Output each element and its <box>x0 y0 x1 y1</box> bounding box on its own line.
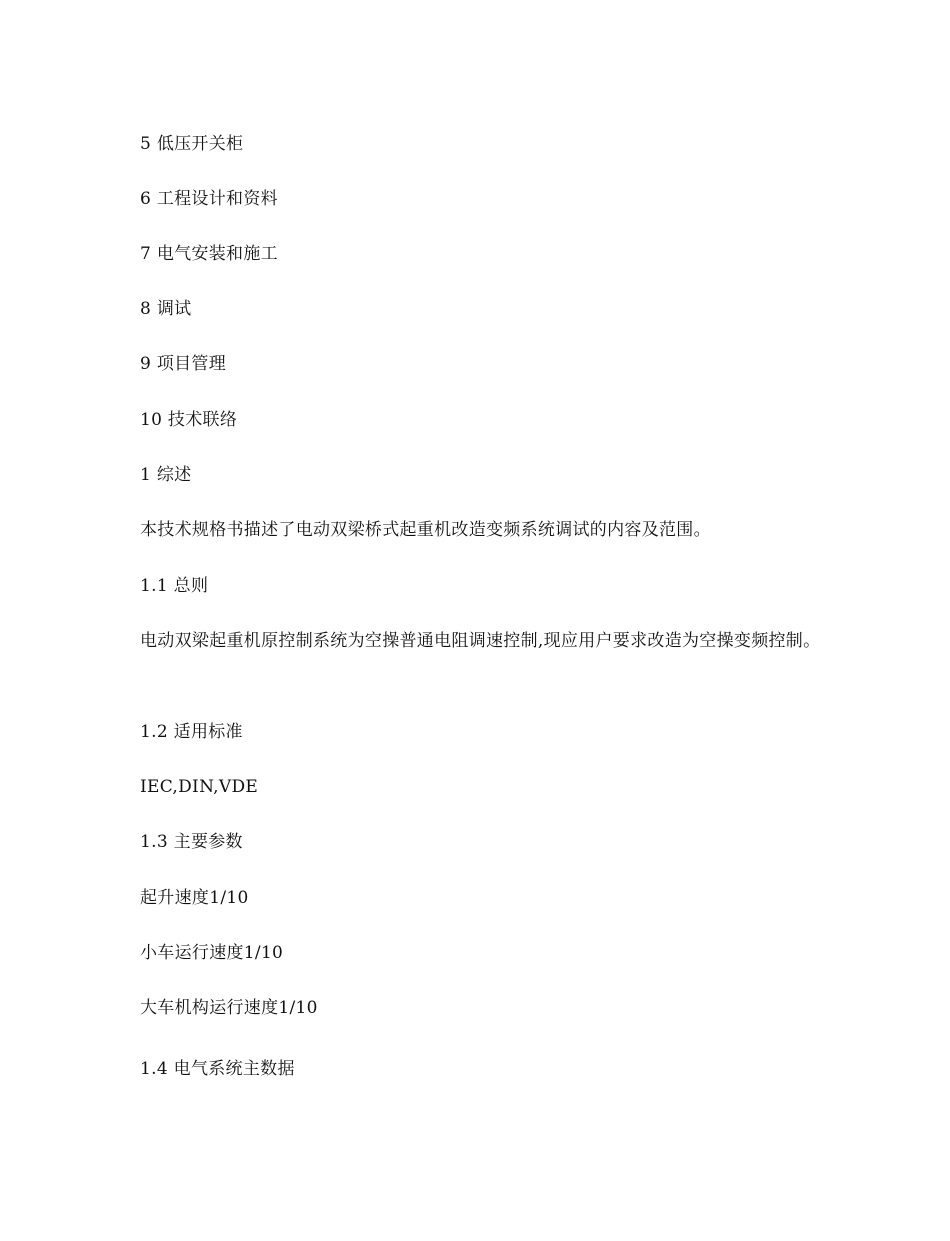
toc-item-10: 10 技术联络 <box>140 410 238 430</box>
section-heading-1-3: 1.3 主要参数 <box>140 832 243 852</box>
toc-item-9: 9 项目管理 <box>140 354 227 374</box>
section-heading-1-4: 1.4 电气系统主数据 <box>140 1059 295 1079</box>
param-hoist-speed: 起升速度1/10 <box>140 888 249 908</box>
standards-line: IEC,DIN,VDE <box>140 777 259 797</box>
param-trolley-speed: 小车运行速度1/10 <box>140 943 284 963</box>
toc-item-8: 8 调试 <box>140 299 192 319</box>
section-heading-1: 1 综述 <box>140 465 192 485</box>
section-heading-1-2: 1.2 适用标准 <box>140 722 243 742</box>
toc-item-6: 6 工程设计和资料 <box>140 189 278 209</box>
section-heading-1-1: 1.1 总则 <box>140 576 209 596</box>
intro-paragraph: 本技术规格书描述了电动双梁桥式起重机改造变频系统调试的内容及范围。 <box>140 520 711 540</box>
general-paragraph: 电动双梁起重机原控制系统为空操普通电阻调速控制,现应用户要求改造为空操变频控制。 <box>140 631 821 651</box>
toc-item-7: 7 电气安装和施工 <box>140 244 278 264</box>
toc-item-5: 5 低压开关柜 <box>140 134 244 154</box>
param-crane-speed: 大车机构运行速度1/10 <box>140 998 318 1018</box>
